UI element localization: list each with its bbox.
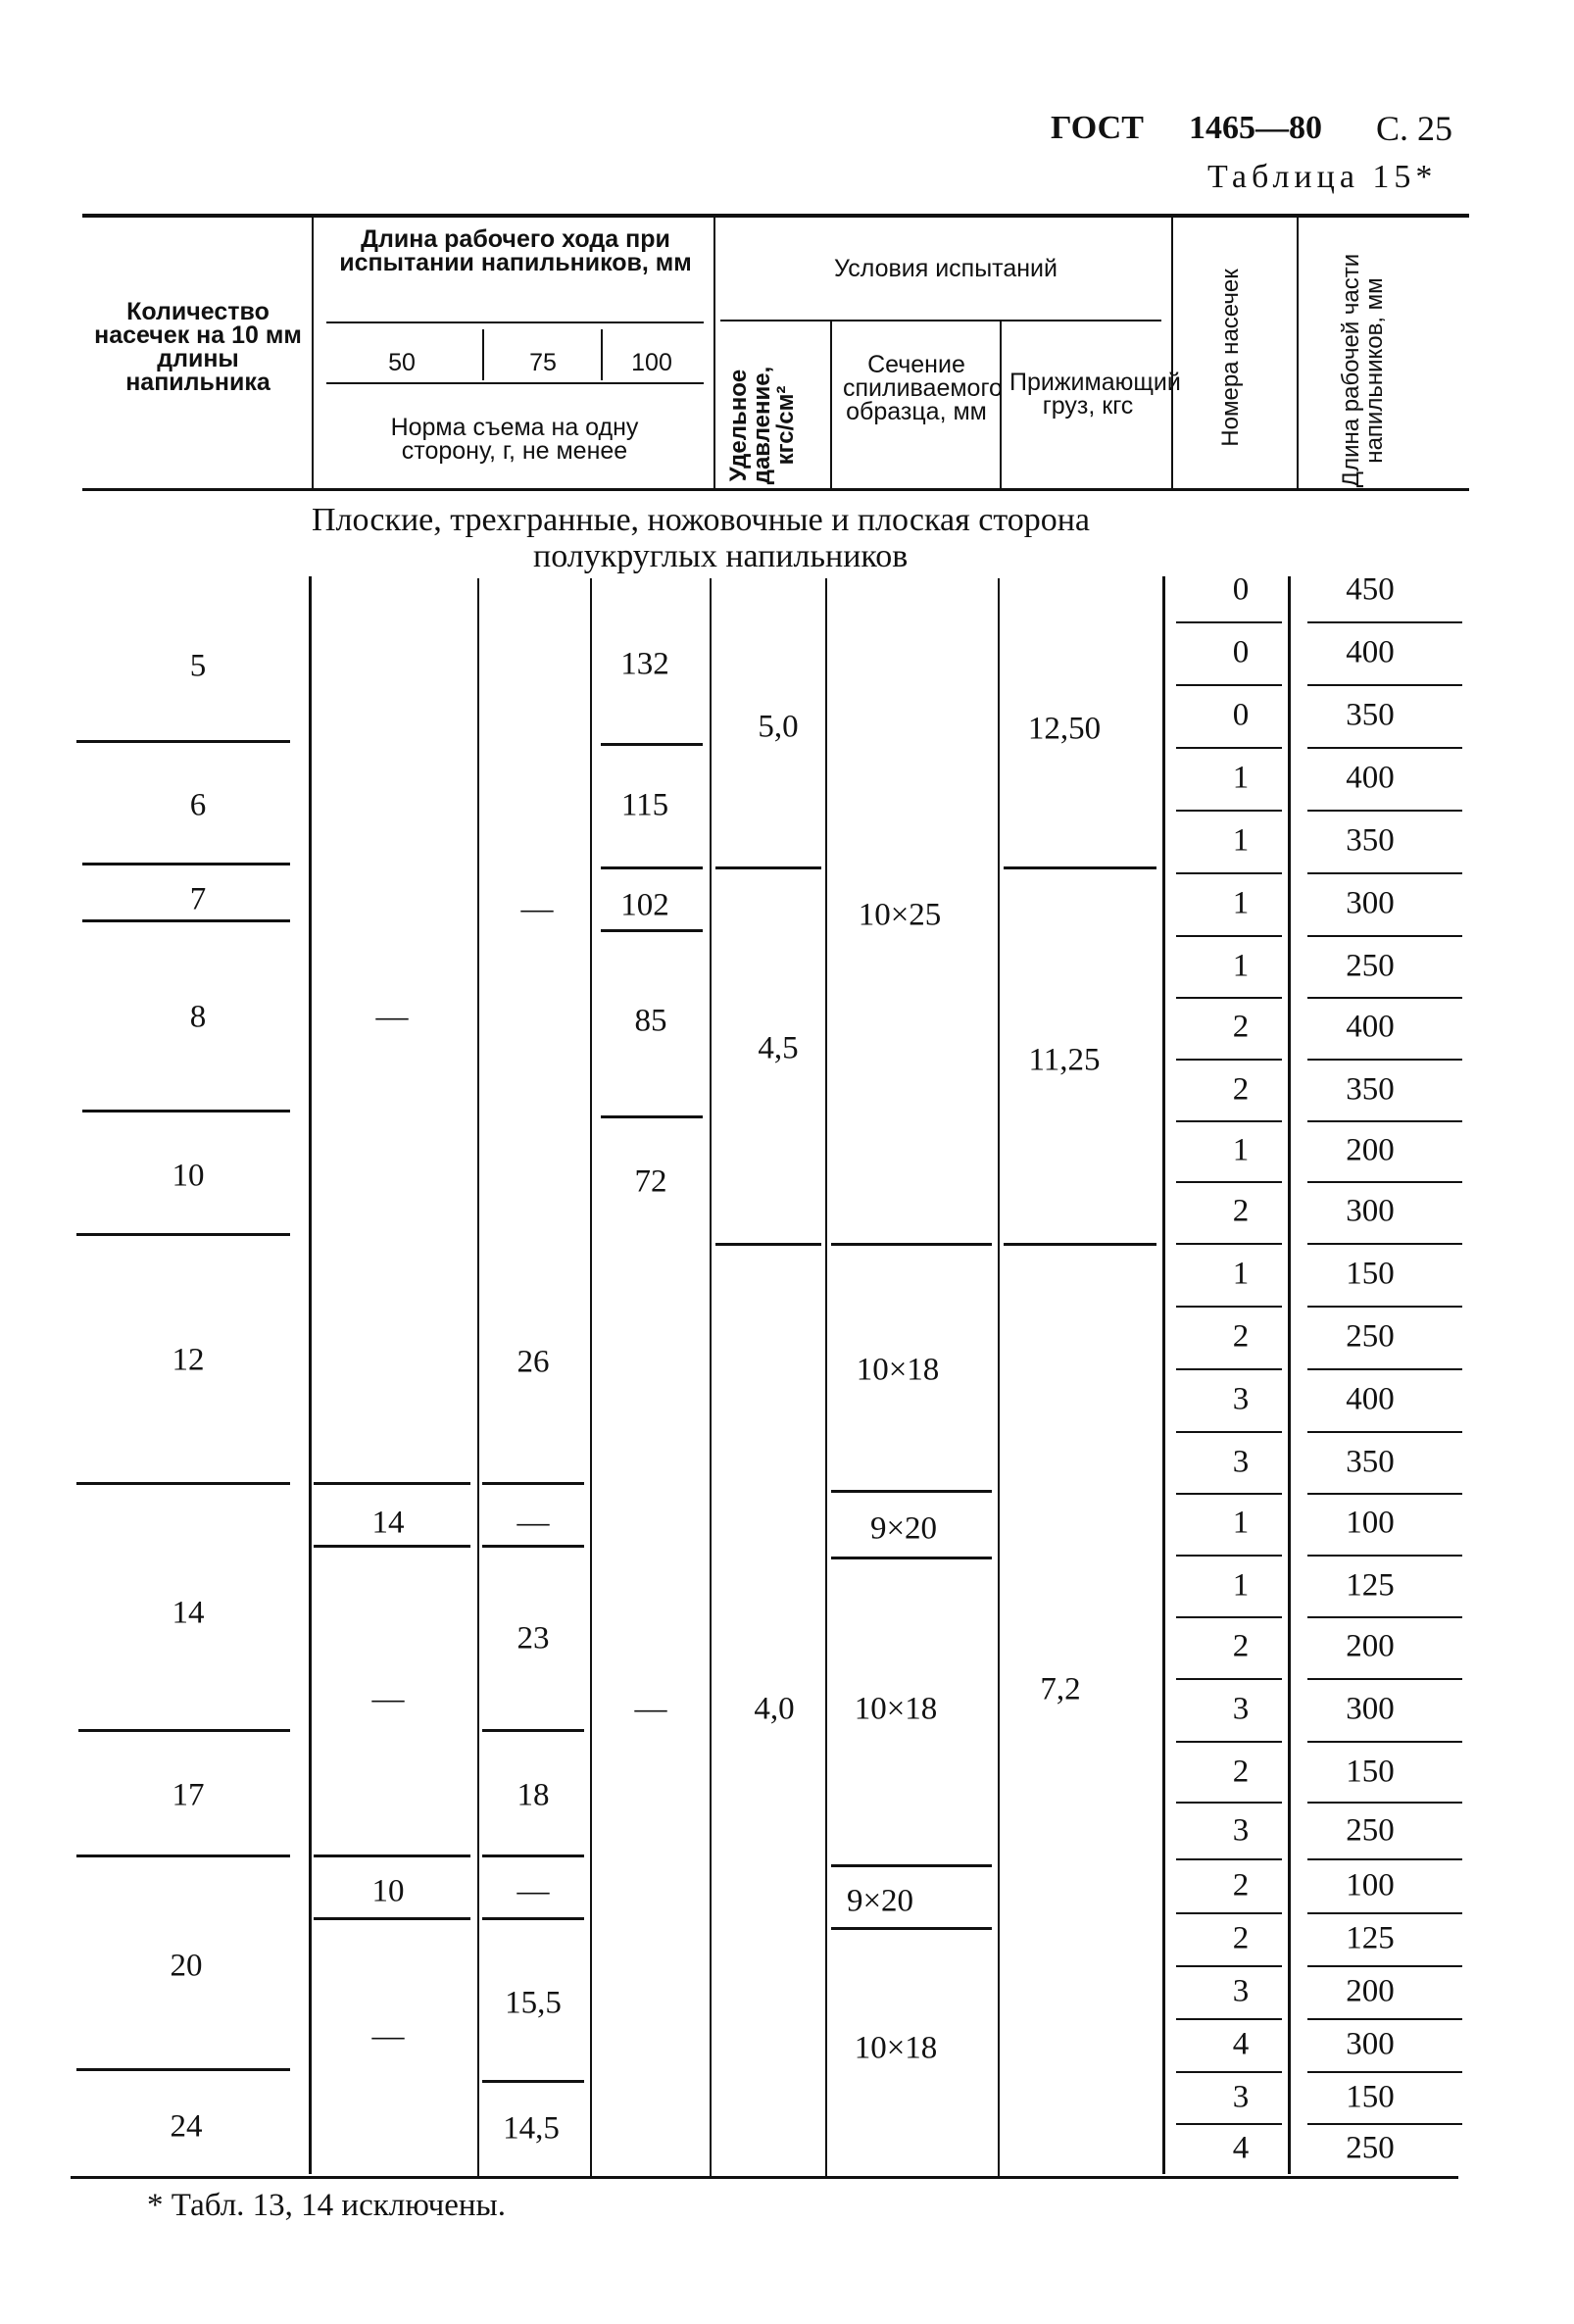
length-row-rule [1307,810,1462,812]
section-value: 10×25 [858,897,942,933]
pressure-value: 4,5 [758,1030,799,1066]
body-divider [825,578,827,2176]
length-row-rule [1307,1493,1462,1495]
section-title-line2: полукруглых напильников [533,538,909,574]
cell-rule [601,743,703,746]
length-row-rule [1307,1306,1462,1308]
length-row-rule [1307,1181,1462,1183]
count-rule [76,740,290,743]
stroke-50-value: — [375,999,409,1035]
cell-rule [482,1545,584,1548]
cut-row-rule [1176,1368,1282,1370]
cell-rule [601,1115,703,1118]
length-value: 350 [1346,822,1395,859]
cut-row-rule [1176,2071,1282,2073]
cut-row-rule [1176,872,1282,874]
cut-number-value: 2 [1232,1071,1250,1108]
body-divider [477,578,479,2176]
cut-row-rule [1176,1802,1282,1804]
header-load: Прижимающий груз, кгс [1009,369,1181,420]
cut-number-value: 1 [1232,1505,1250,1541]
cut-row-rule [1176,621,1282,623]
cut-row-rule [1176,684,1282,686]
length-row-rule [1307,1120,1462,1122]
cut-number-value: 1 [1232,822,1250,859]
load-value: 12,50 [1027,711,1102,747]
cut-number-value: 3 [1232,1444,1250,1480]
cell-rule [1004,866,1156,869]
header-pressure: Удельное давление, кгс/см² [725,366,799,485]
cell-rule [482,1729,584,1732]
length-row-rule [1307,747,1462,749]
stroke-100-value: 102 [620,887,669,923]
cell-rule [831,1864,992,1867]
stroke-50-value: 10 [371,1873,405,1909]
count-rule [76,1854,290,1857]
stroke-100-value: 115 [620,787,669,823]
cut-number-value: 3 [1232,1691,1250,1727]
length-row-rule [1307,1059,1462,1061]
length-value: 350 [1346,1071,1395,1108]
cut-row-rule [1176,1120,1282,1122]
header-rule [326,382,704,384]
section-value: 9×20 [846,1883,914,1919]
length-row-rule [1307,935,1462,937]
stroke-75-value: — [520,891,554,927]
section-value: 10×18 [854,1691,938,1727]
cell-rule [482,1482,584,1485]
cut-number-value: 2 [1232,1628,1250,1664]
body-divider [998,578,1000,2176]
count-value: 20 [170,1948,203,1984]
length-value: 300 [1346,1193,1395,1229]
cut-number-value: 4 [1232,2026,1250,2062]
length-row-rule [1307,997,1462,999]
cell-rule [314,1545,470,1548]
cut-number-value: 3 [1232,1973,1250,2009]
cell-rule [314,1854,470,1857]
stroke-50-value: 14 [371,1505,405,1541]
cut-row-rule [1176,1616,1282,1618]
length-row-rule [1307,1741,1462,1743]
cut-number-value: 3 [1232,1381,1250,1417]
pressure-value: 5,0 [758,709,799,745]
cut-number-value: 1 [1232,1132,1250,1168]
cell-rule [601,929,703,932]
cut-row-rule [1176,1858,1282,1860]
body-divider [1288,576,1291,2174]
cut-number-value: 0 [1232,697,1250,733]
length-value: 150 [1346,2079,1395,2115]
length-value: 250 [1346,1812,1395,1849]
length-value: 450 [1346,571,1395,608]
table-title: Таблица 15* [1207,159,1438,195]
pressure-value: 4,0 [754,1691,795,1727]
header-section: Сечение спиливаемого образца, мм [843,351,1003,425]
stroke-75-value: 14,5 [503,2110,560,2147]
table-bottom-rule [71,2176,1458,2179]
cut-number-value: 1 [1232,948,1250,984]
stroke-75-value: 26 [516,1344,550,1380]
header-count: Количество насечек на 10 мм длины напильника [94,298,302,396]
length-value: 150 [1346,1256,1395,1292]
length-row-rule [1307,1368,1462,1370]
length-row-rule [1307,1678,1462,1680]
cut-row-rule [1176,1912,1282,1914]
length-row-rule [1307,1858,1462,1860]
stroke-100-value: 132 [620,646,669,682]
body-divider [309,576,312,2174]
header-norm: Норма съема на одну сторону, г, не менее [390,414,639,465]
cut-row-rule [1176,1306,1282,1308]
cut-number-value: 0 [1232,634,1250,670]
length-value: 125 [1346,1920,1395,1956]
length-value: 400 [1346,760,1395,796]
header-stroke-100: 100 [631,349,672,376]
cell-rule [601,866,703,869]
cut-number-value: 3 [1232,1812,1250,1849]
load-value: 7,2 [1040,1671,1081,1707]
cut-number-value: 2 [1232,1009,1250,1045]
header-conditions: Условия испытаний [834,255,1058,282]
length-row-rule [1307,2123,1462,2125]
count-rule [76,1482,290,1485]
header-stroke-75: 75 [529,349,557,376]
cut-number-value: 1 [1232,885,1250,921]
length-value: 125 [1346,1567,1395,1604]
count-value: 5 [189,648,207,684]
cut-number-value: 4 [1232,2130,1250,2166]
count-value: 17 [172,1777,205,1813]
length-value: 200 [1346,1628,1395,1664]
cut-number-value: 2 [1232,1920,1250,1956]
table-top-rule [82,214,1469,218]
length-row-rule [1307,1555,1462,1557]
count-rule [82,863,290,865]
cell-rule [831,1927,992,1930]
standard-label: ГОСТ [1051,110,1144,146]
cut-row-rule [1176,1431,1282,1433]
cut-row-rule [1176,2123,1282,2125]
length-row-rule [1307,684,1462,686]
count-rule [82,1110,290,1113]
stroke-75-value: 18 [516,1777,550,1813]
cut-number-value: 1 [1232,1567,1250,1604]
header-cut-number: Номера насечек [1217,269,1244,447]
count-value: 10 [172,1158,205,1194]
cut-row-rule [1176,1493,1282,1495]
cut-row-rule [1176,810,1282,812]
length-row-rule [1307,872,1462,874]
length-value: 350 [1346,1444,1395,1480]
length-value: 300 [1346,1691,1395,1727]
length-value: 400 [1346,1381,1395,1417]
cut-number-value: 0 [1232,571,1250,608]
length-value: 300 [1346,885,1395,921]
stroke-50-value: — [371,2018,405,2054]
header-rule [326,321,704,323]
cell-rule [831,1557,992,1559]
stroke-100-value: 85 [634,1003,667,1039]
length-value: 350 [1346,697,1395,733]
header-divider [1297,218,1299,488]
cell-rule [482,2080,584,2083]
header-stroke-group: Длина рабочего хода при испытании напильников, мм [339,225,692,276]
stroke-100-value: 72 [634,1163,667,1200]
cut-row-rule [1176,2018,1282,2020]
length-row-rule [1307,1802,1462,1804]
length-value: 200 [1346,1973,1395,2009]
length-value: 100 [1346,1867,1395,1904]
cut-row-rule [1176,1741,1282,1743]
cut-row-rule [1176,1059,1282,1061]
body-divider [590,578,592,2176]
count-rule [76,2068,290,2071]
header-divider [1171,218,1173,488]
length-value: 100 [1346,1505,1395,1541]
count-value: 6 [189,787,207,823]
length-value: 300 [1346,2026,1395,2062]
cell-rule [831,1243,992,1246]
length-value: 400 [1346,1009,1395,1045]
stroke-100-value: — [634,1691,667,1727]
length-value: 150 [1346,1754,1395,1790]
length-row-rule [1307,2071,1462,2073]
cut-number-value: 2 [1232,1754,1250,1790]
count-value: 7 [189,881,207,917]
cell-rule [831,1490,992,1493]
header-stroke-50: 50 [388,349,416,376]
cut-row-rule [1176,997,1282,999]
length-row-rule [1307,1616,1462,1618]
count-rule [76,1233,290,1236]
section-value: 9×20 [869,1510,938,1547]
length-row-rule [1307,2018,1462,2020]
header-length: Длина рабочей части напильников, мм [1338,253,1388,488]
count-rule [78,1729,290,1732]
length-row-rule [1307,1243,1462,1245]
body-divider [710,578,712,2176]
length-value: 250 [1346,2130,1395,2166]
length-value: 250 [1346,948,1395,984]
cut-number-value: 2 [1232,1193,1250,1229]
cell-rule [715,866,821,869]
count-rule [82,919,290,922]
cut-row-rule [1176,1678,1282,1680]
section-value: 10×18 [854,2030,938,2066]
page-number: С. 25 [1376,109,1453,148]
cut-number-value: 2 [1232,1867,1250,1904]
cut-number-value: 3 [1232,2079,1250,2115]
footnote: * Табл. 13, 14 исключены. [147,2188,506,2223]
cut-row-rule [1176,1181,1282,1183]
cut-row-rule [1176,1243,1282,1245]
cut-row-rule [1176,1965,1282,1967]
length-row-rule [1307,1431,1462,1433]
cut-number-value: 1 [1232,760,1250,796]
cell-rule [715,1243,821,1246]
section-title-line1: Плоские, трехгранные, ножовочные и плоская сторона [312,502,1091,538]
count-value: 8 [189,999,207,1035]
cell-rule [482,1854,584,1857]
header-divider [601,329,603,380]
cut-row-rule [1176,935,1282,937]
body-divider [1162,576,1165,2174]
standard-number: 1465—80 [1189,110,1322,146]
header-divider [830,321,832,488]
cut-number-value: 1 [1232,1256,1250,1292]
length-row-rule [1307,1912,1462,1914]
cut-number-value: 2 [1232,1318,1250,1355]
length-row-rule [1307,1965,1462,1967]
length-value: 250 [1346,1318,1395,1355]
header-divider [1000,321,1002,488]
cell-rule [314,1917,470,1920]
stroke-75-value: — [516,1873,550,1909]
header-rule [720,320,1161,321]
load-value: 11,25 [1028,1042,1101,1078]
cell-rule [482,1917,584,1920]
cut-row-rule [1176,1555,1282,1557]
stroke-75-value: 15,5 [505,1985,562,2021]
header-divider [482,329,484,380]
cell-rule [1004,1243,1156,1246]
section-value: 10×18 [856,1352,940,1388]
stroke-75-value: — [516,1505,550,1541]
cell-rule [314,1482,470,1485]
count-value: 14 [172,1595,205,1631]
stroke-75-value: 23 [516,1620,550,1656]
count-value: 12 [172,1342,205,1378]
length-row-rule [1307,621,1462,623]
length-value: 200 [1346,1132,1395,1168]
stroke-50-value: — [371,1681,405,1717]
count-value: 24 [170,2108,203,2145]
cut-row-rule [1176,747,1282,749]
header-divider [312,218,314,488]
header-divider [713,218,715,488]
length-value: 400 [1346,634,1395,670]
